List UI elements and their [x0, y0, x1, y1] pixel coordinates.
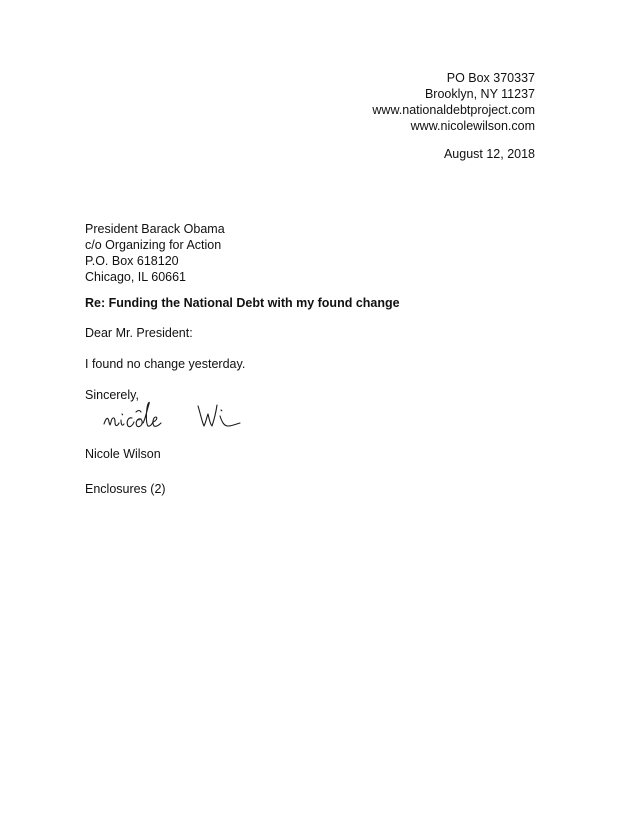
sender-city-state-zip: Brooklyn, NY 11237 — [424, 87, 535, 101]
handwritten-signature — [100, 396, 250, 436]
closing: Sincerely, — [85, 388, 139, 402]
sender-website-national-debt: www.nationaldebtproject.com — [372, 103, 535, 117]
sender-website-personal: www.nicolewilson.com — [410, 119, 535, 133]
recipient-care-of: c/o Organizing for Action — [85, 238, 222, 252]
recipient-city-state-zip: Chicago, IL 60661 — [85, 270, 187, 284]
recipient-address-block — [85, 221, 225, 285]
letter-body: I found no change yesterday. — [85, 357, 246, 371]
enclosures-note: Enclosures (2) — [85, 482, 166, 496]
sender-address-block — [372, 70, 535, 134]
sender-po-box: PO Box 370337 — [446, 71, 535, 85]
letter-date: August 12, 2018 — [443, 147, 535, 161]
subject-line: Re: Funding the National Debt with my found change — [85, 296, 400, 310]
recipient-po-box: P.O. Box 618120 — [85, 254, 179, 268]
salutation: Dear Mr. President: — [85, 326, 193, 340]
recipient-name: President Barack Obama — [85, 222, 225, 236]
signer-name: Nicole Wilson — [85, 447, 161, 461]
